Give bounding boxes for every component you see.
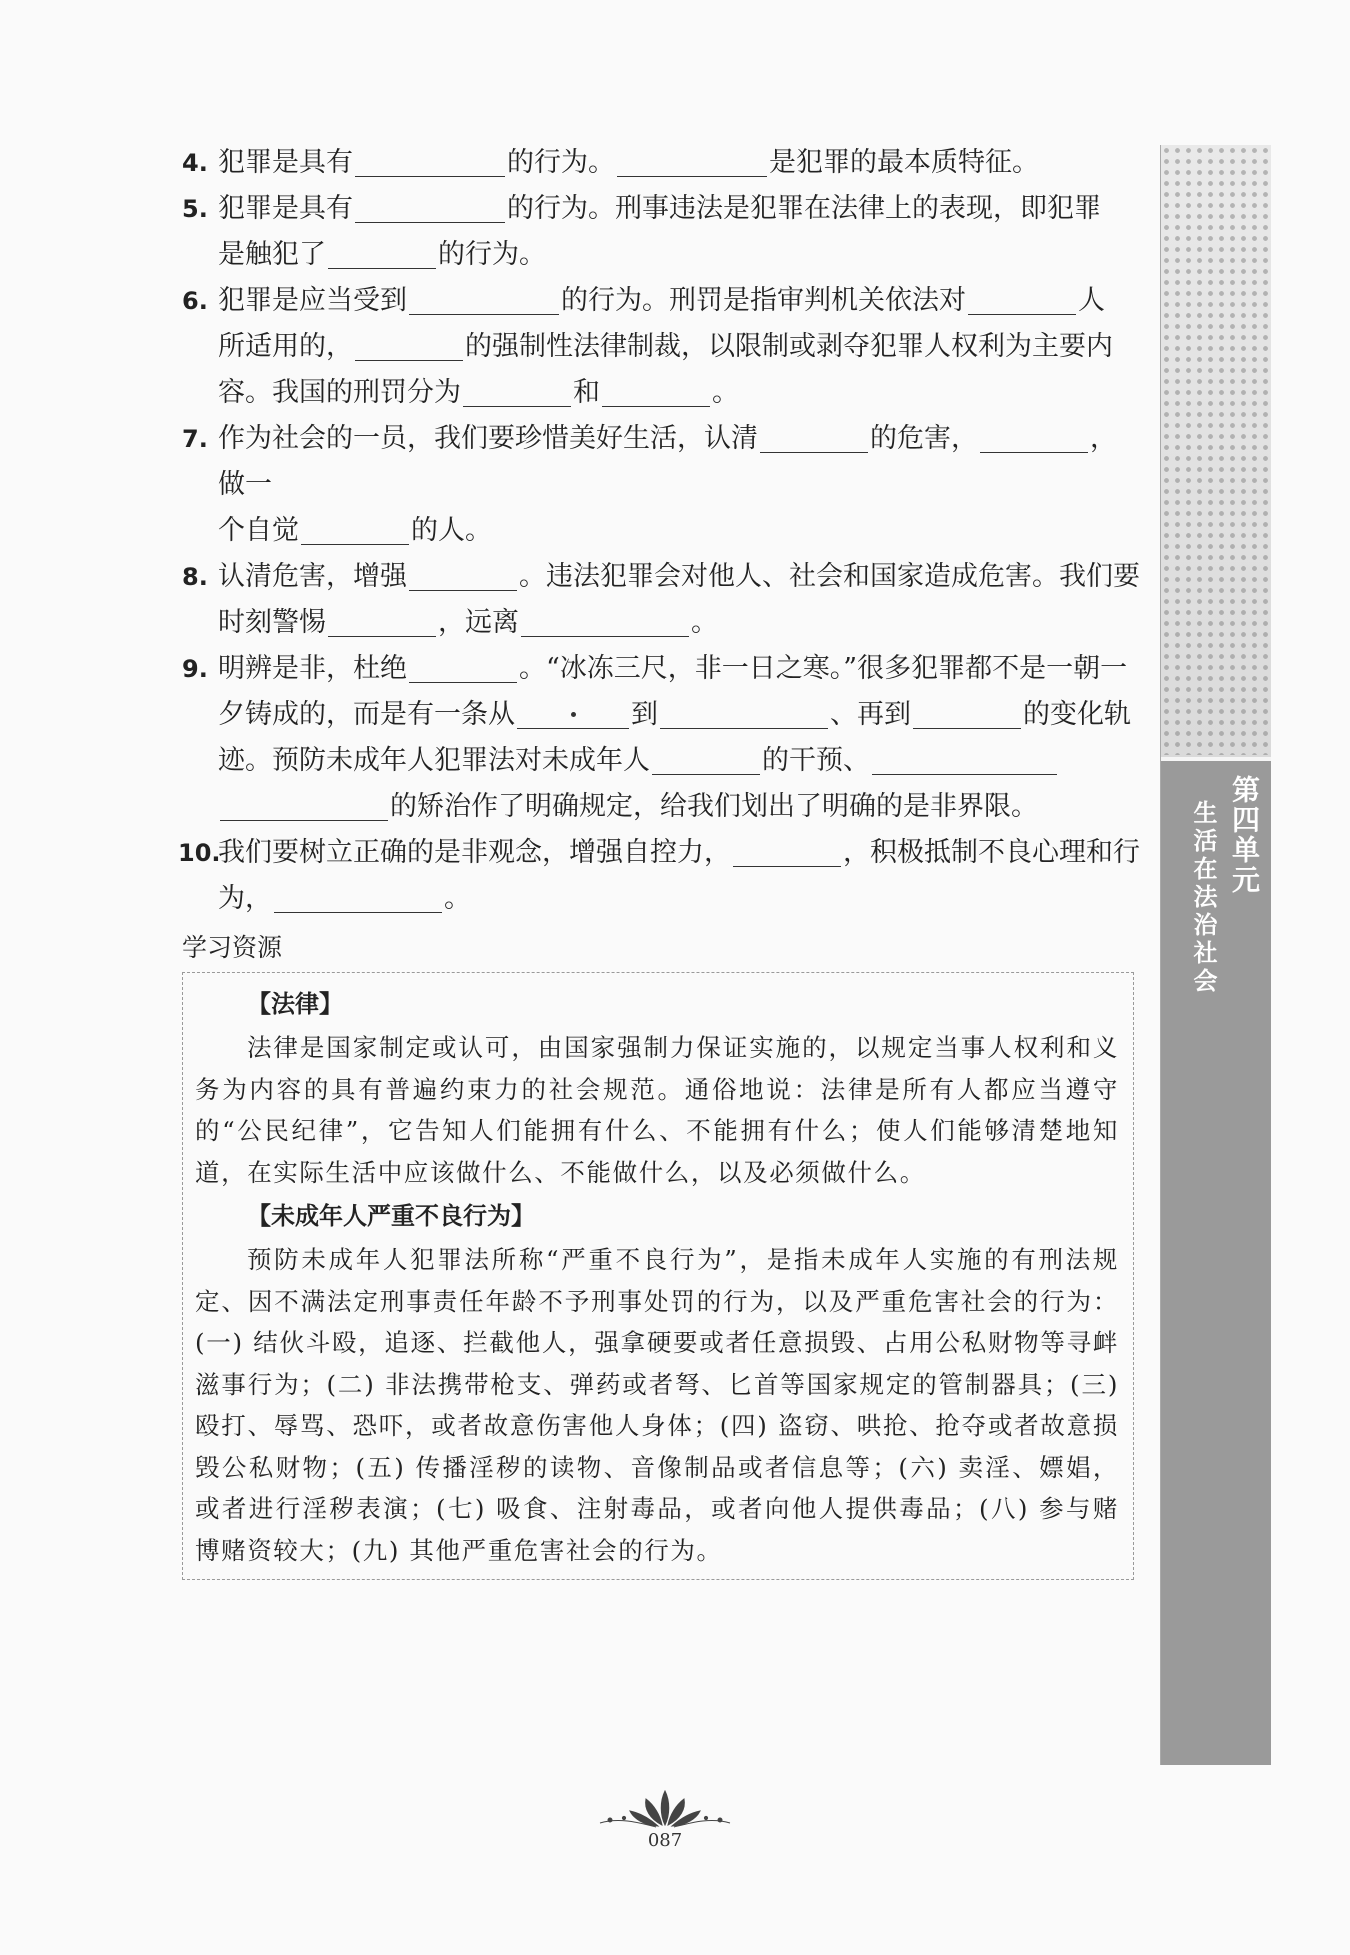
question-9: 9. 明辨是非，杜绝 。“冰冻三尺，非一日之寒。”很多犯罪都不是一朝一 夕铸成的，而是有一条从 到 、再到 的变化轨 迹。预防未成年人犯罪法对未成年人 的干预、 的矫治作了明确规定，给我们划出了明确的是非界限。 — [182, 646, 1142, 830]
answer-blank[interactable] — [409, 560, 517, 591]
question-4: 4. 犯罪是具有 的行为。 是犯罪的最本质特征。 — [182, 140, 1142, 186]
law-heading: 【法律】 — [247, 990, 343, 1018]
answer-blank[interactable] — [355, 330, 463, 361]
minor-behavior-text: 预防未成年人犯罪法所称“严重不良行为”，是指未成年人实施的有刑法规定、因不满法定刑事责任年龄不予刑事处罚的行为，以及严重危害社会的行为：(一) 结伙斗殴，追逐、拦截他人，强拿硬要或者任意损毁、占用公私财物等寻衅滋事行为；(二) 非法携带枪支、弹药或者弩、匕首等国家规定的管制器具；(三) 殴打、辱骂、恐吓，或者故意伤害他人身体；(四) 盗窃、哄抢、抢夺或者故意损毁公私财物；(五) 传播淫秽的读物、音像制品或者信息等；(六) 卖淫、嫖娼，或者进行淫秽表演；(七) 吸食、注射毒品，或者向他人提供毒品；(八) 参与赌博赌资较大；(九) 其他严重危害社会的行为。 — [195, 1245, 1119, 1565]
question-7: 7. 作为社会的一员，我们要珍惜美好生活，认清 的危害， ，做一 个自觉 的人。 — [182, 416, 1142, 554]
answer-blank[interactable] — [220, 790, 388, 821]
minor-behavior-heading: 【未成年人严重不良行为】 — [247, 1202, 535, 1230]
exercise-content — [178, 140, 1142, 1580]
answer-blank[interactable] — [980, 422, 1088, 453]
answer-blank[interactable] — [660, 698, 828, 729]
page-number: 087 — [647, 1830, 683, 1851]
law-text: 法律是国家制定或认可，由国家强制力保证实施的，以规定当事人权利和义务为内容的具有普遍约束力的社会规范。通俗地说：法律是所有人都应当遵守的“公民纪律”，它告知人们能拥有什么、不能拥有什么；使人们能够清楚地知道，在实际生活中应该做什么、不能做什么，以及必须做什么。 — [195, 1033, 1119, 1187]
halftone-pattern — [1161, 145, 1271, 755]
unit-title-label: 生活在法治社会 — [1189, 800, 1217, 996]
answer-blank[interactable] — [355, 146, 505, 177]
leaf-ornament-icon — [590, 1787, 740, 1829]
question-10: 10. 我们要树立正确的是非观念，增强自控力， ，积极抵制不良心理和行 为， 。 — [182, 830, 1142, 922]
answer-blank[interactable] — [913, 698, 1021, 729]
answer-blank[interactable] — [409, 284, 559, 315]
question-8: 8. 认清危害，增强 。违法犯罪会对他人、社会和国家造成危害。我们要 时刻警惕 ，远离 。 — [182, 554, 1142, 646]
answer-blank[interactable] — [968, 284, 1076, 315]
question-number: 8. — [182, 563, 208, 591]
answer-blank[interactable] — [760, 422, 868, 453]
answer-blank[interactable] — [602, 376, 710, 407]
answer-blank[interactable] — [872, 744, 1057, 775]
learning-resources-box — [182, 972, 1134, 1580]
answer-blank[interactable] — [274, 882, 442, 913]
section-title: 学习资源 — [182, 933, 283, 962]
question-number: 6. — [182, 287, 208, 315]
answer-blank[interactable] — [301, 514, 409, 545]
answer-blank[interactable] — [733, 836, 841, 867]
question-number: 9. — [182, 655, 208, 683]
answer-blank[interactable] — [521, 606, 689, 637]
question-6: 6. 犯罪是应当受到 的行为。刑罚是指审判机关依法对 人 所适用的， 的强制性法律制裁，以限制或剥夺犯罪人权利为主要内 容。我国的刑罚分为 和 。 — [182, 278, 1142, 416]
answer-blank[interactable] — [517, 698, 629, 729]
unit-number-label: 第四单元 — [1228, 775, 1261, 895]
question-number: 10. — [178, 839, 221, 867]
answer-blank[interactable] — [328, 606, 436, 637]
question-5: 5. 犯罪是具有 的行为。刑事违法是犯罪在法律上的表现，即犯罪 是触犯了 的行为。 — [182, 186, 1142, 278]
answer-blank[interactable] — [328, 238, 436, 269]
question-number: 7. — [182, 425, 208, 453]
answer-blank[interactable] — [355, 192, 505, 223]
answer-blank[interactable] — [617, 146, 767, 177]
answer-blank[interactable] — [409, 652, 517, 683]
answer-blank[interactable] — [463, 376, 571, 407]
answer-blank[interactable] — [652, 744, 760, 775]
question-number: 4. — [182, 149, 208, 177]
question-number: 5. — [182, 195, 208, 223]
